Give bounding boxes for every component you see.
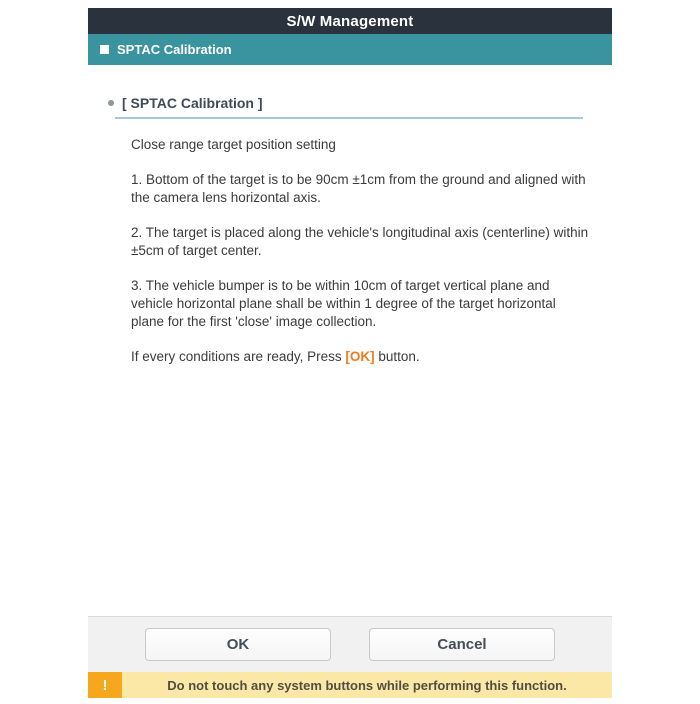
warning-message: Do not touch any system buttons while performing this function. [122,672,612,698]
main-panel [88,8,612,366]
intro-line: Close range target position setting [131,137,336,152]
warning-bar [88,672,612,698]
square-bullet-icon [100,45,109,54]
section-divider [115,117,583,119]
confirm-line [131,348,591,366]
instruction-step-2: 2. The target is placed along the vehicle's longitudinal axis (centerline) within ±5cm of target center. [131,225,589,258]
button-bar [88,616,612,672]
confirm-suffix: button. [374,349,420,364]
ok-button[interactable]: OK [145,628,331,661]
page-title: S/W Management [286,12,414,30]
instruction-step-1: 1. Bottom of the target is to be 90cm ±1cm from the ground and aligned with the camera lens horizontal axis. [131,172,586,205]
exclamation-icon: ! [88,672,122,698]
cancel-button[interactable]: Cancel [369,628,555,661]
confirm-ok-highlight: [OK] [345,349,375,364]
instruction-step-3: 3. The vehicle bumper is to be within 10cm of target vertical plane and vehicle horizontal plane shall be within 1 degree of the target horizontal plane for the first 'close' image collection. [131,278,556,329]
confirm-prefix: If every conditions are ready, Press [131,349,346,364]
function-header-label: SPTAC Calibration [117,42,232,57]
section-heading [108,95,612,111]
function-header-bar [88,34,612,65]
instruction-body [131,136,591,366]
dot-bullet-icon [108,100,114,106]
section-title: [ SPTAC Calibration ] [122,95,263,111]
window-title-bar [88,8,612,34]
